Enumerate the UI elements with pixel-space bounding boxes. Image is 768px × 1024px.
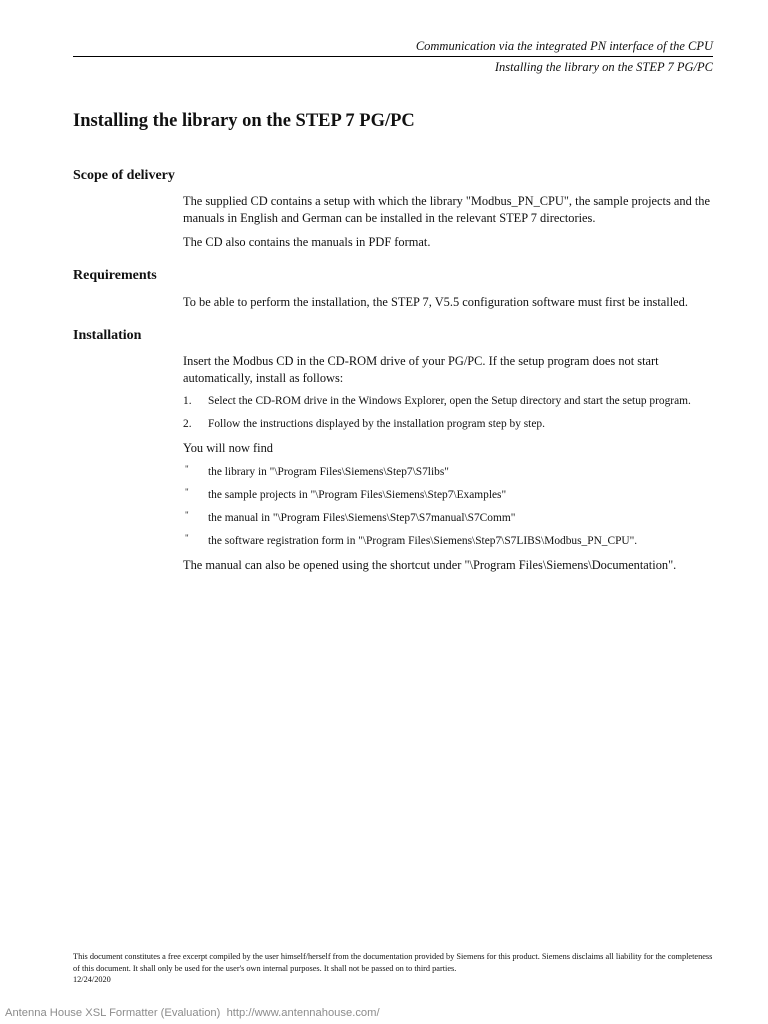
scope-paragraph-2: The CD also contains the manuals in PDF format. [183,235,431,249]
bullet-marker: " [185,533,189,543]
heading-requirements: Requirements [73,268,157,283]
footer-disclaimer: This document constitutes a free excerpt compiled by the user himself/herself from the documentation provided by Siemens for this product. Siemens disclaims all liability for the completeness of this document. It shall only be used for the user's own internal purposes. It shall not be passed on to third parties. [73,952,713,973]
running-header-section: Installing the library on the STEP 7 PG/PC [494,60,713,74]
bullet-text: the sample projects in "\Program Files\Siemens\Step7\Examples" [208,489,507,501]
requirements-paragraph: To be able to perform the installation, the STEP 7, V5.5 configuration software must first be installed. [183,295,688,309]
bullet-marker: " [185,487,189,497]
step-text: Select the CD-ROM drive in the Windows Explorer, open the Setup directory and start the setup program. [208,395,691,407]
heading-installation: Installation [73,328,142,343]
footer-date: 12/24/2020 [73,975,111,984]
installation-intro: Insert the Modbus CD in the CD-ROM drive of your PG/PC. If the setup program does not start automatically, install as follows: [183,354,659,385]
bullet-text: the library in "\Program Files\Siemens\Step7\S7libs" [208,466,449,478]
bullet-text: the software registration form in "\Program Files\Siemens\Step7\S7LIBS\Modbus_PN_CPU". [208,535,638,547]
running-header-chapter: Communication via the integrated PN interface of the CPU [415,39,713,53]
header-rule [73,56,713,57]
bullet-text: the manual in "\Program Files\Siemens\Step7\S7manual\S7Comm" [208,512,516,524]
find-intro: You will now find [183,441,273,455]
step-number: 1. [183,395,192,407]
step-text: Follow the instructions displayed by the installation program step by step. [208,418,545,430]
heading-scope-of-delivery: Scope of delivery [73,168,175,183]
step-number: 2. [183,418,192,430]
bullet-marker: " [185,510,189,520]
installation-closing: The manual can also be opened using the shortcut under "\Program Files\Siemens\Documentation". [183,558,677,572]
bullet-marker: " [185,464,189,474]
scope-paragraph-1: The supplied CD contains a setup with which the library "Modbus_PN_CPU", the sample projects and the manuals in English and German can be installed in the relevant STEP 7 directories. [183,194,711,225]
page-title: Installing the library on the STEP 7 PG/PC [73,111,415,131]
evaluation-watermark: Antenna House XSL Formatter (Evaluation) http://www.antennahouse.com/ [5,1007,380,1019]
